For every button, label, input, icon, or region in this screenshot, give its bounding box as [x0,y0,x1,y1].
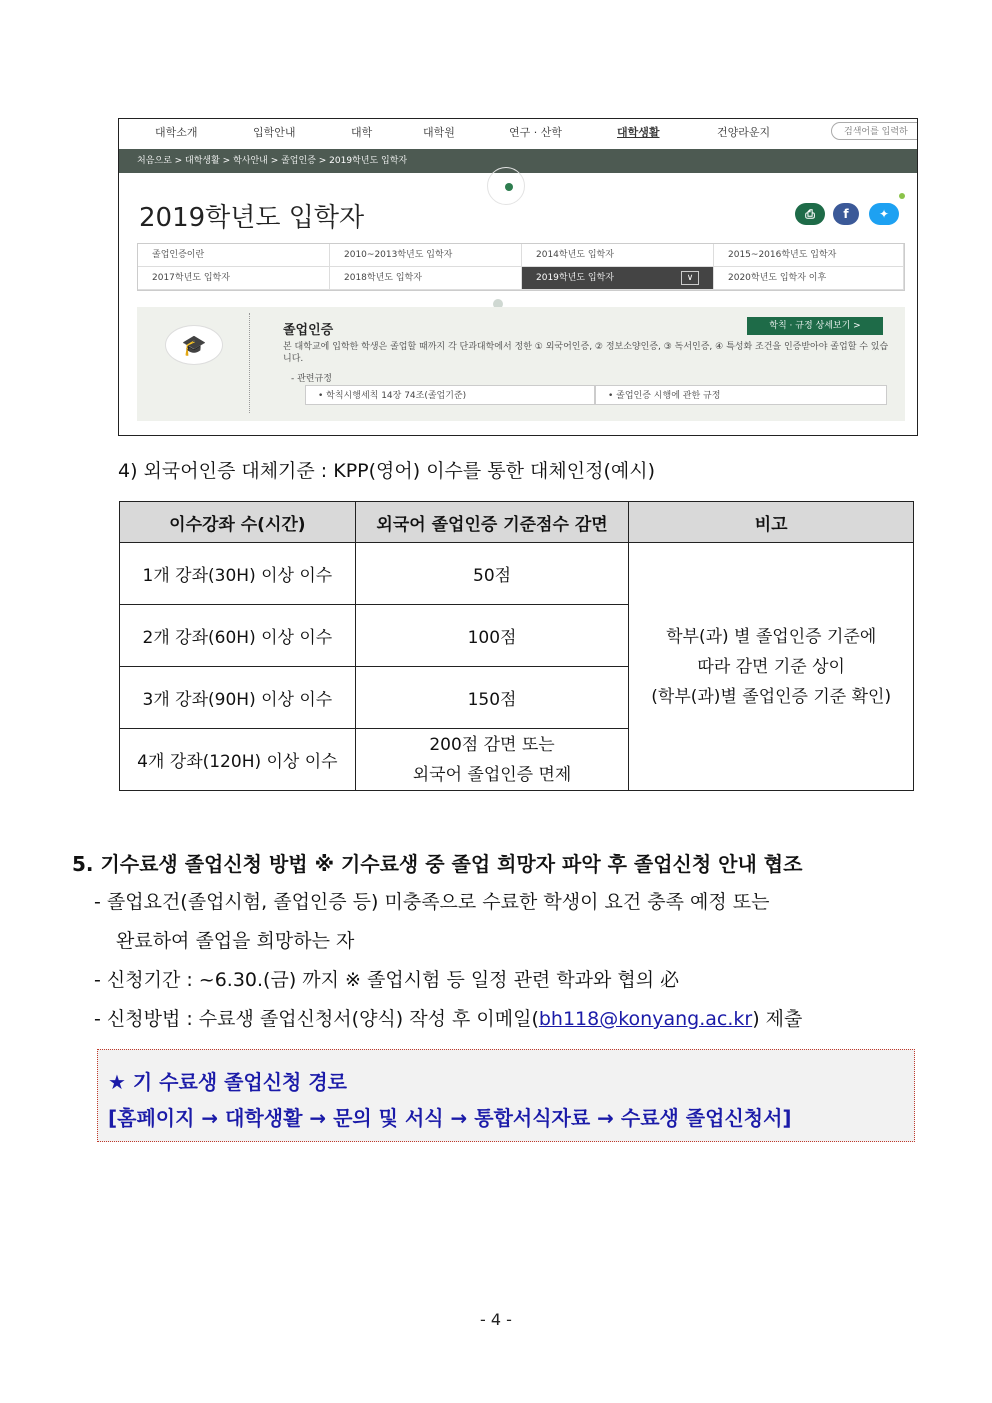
note-line: 따라 감면 기준 상이 [697,656,845,677]
section5-heading: 5. 기수료생 졸업신청 방법 ※ 기수료생 중 졸업 희망자 파악 후 졸업신청 안내 협조 [72,852,803,876]
table-header: 외국어 졸업인증 기준점수 감면 [355,502,629,543]
page-number: - 4 - [480,1310,512,1329]
website-screenshot [118,118,918,436]
table-cell-course: 2개 강좌(60H) 이상 이수 [120,605,356,667]
search-input[interactable]: 검색어를 입력하 [831,122,918,140]
tab-2010-2013[interactable]: 2010~2013학년도 입학자 [330,244,522,267]
note-line: 학부(과) 별 졸업인증 기준에 [666,626,877,647]
table-cell-reduction: 50점 [355,543,629,605]
tab-2014[interactable]: 2014학년도 입학자 [522,244,714,267]
page-title: 2019학년도 입학자 [139,203,365,233]
related-rules-label: - 관련규정 [291,374,332,384]
table-cell-reduction: 100점 [355,605,629,667]
table-cell-note [629,543,914,791]
tab-2019[interactable] [522,267,714,290]
nav-item-lounge[interactable]: 건양라운지 [717,126,771,139]
callout-title: ★ 기 수료생 졸업신청 경로 [108,1070,347,1094]
regulation-link-1[interactable]: • 학칙시행세칙 14장 74조(졸업기준) [305,385,595,405]
table-row [120,543,914,605]
info-title: 졸업인증 [283,323,334,338]
print-icon[interactable]: ⎙ [795,203,825,225]
table-header-row [120,502,914,543]
tab-about[interactable]: 졸업인증이란 [138,244,330,267]
decorative-dot [899,193,905,199]
decorative-circle [487,167,525,205]
bullet-requirements-cont: 완료하여 졸업을 희망하는 자 [116,930,355,952]
email-link[interactable]: bh118@konyang.ac.kr [538,1008,753,1030]
table-cell-course: 1개 강좌(30H) 이상 이수 [120,543,356,605]
callout-path: [홈페이지 → 대학생활 → 문의 및 서식 → 통합서식자료 → 수료생 졸업신청서] [108,1106,792,1130]
bullet-requirements: - 졸업요건(졸업시험, 졸업인증 등) 미충족으로 수료한 학생이 요건 충족 예정 또는 [94,891,770,913]
bullet-period: - 신청기간 : ~6.30.(금) 까지 ※ 졸업시험 등 일정 관련 학과와 협의 必 [94,969,680,991]
note-line: (학부(과)별 졸업인증 기준 확인) [651,686,892,707]
breadcrumb-text: 처음으로 > 대학생활 > 학사안내 > 졸업인증 > 2019학년도 입학자 [137,156,408,166]
table-cell-reduction: 150점 [355,667,629,729]
nav-item-about[interactable]: 대학소개 [155,126,198,139]
section4-heading: 4) 외국어인증 대체기준 : KPP(영어) 이수를 통한 대체인정(예시) [118,460,655,482]
tab-2020-after[interactable]: 2020학년도 입학자 이후 [714,267,904,290]
regulation-link-2[interactable]: • 졸업인증 시행에 관한 규정 [595,385,887,405]
graduation-cap-icon: 🎓 [165,325,223,365]
tab-2018[interactable]: 2018학년도 입학자 [330,267,522,290]
tab-2017[interactable]: 2017학년도 입학자 [138,267,330,290]
info-body: 본 대학교에 입학한 학생은 졸업할 때까지 각 단과대학에서 정한 ① 외국어인증, ② 정보소양인증, ③ 독서인증, ④ 특성화 조건을 인증받아야 졸업할 수 있습니다. [283,342,889,364]
facebook-icon[interactable]: f [833,203,859,225]
graduation-info-box [137,307,905,421]
application-path-callout [97,1049,915,1142]
tab-2015-2016[interactable]: 2015~2016학년도 입학자 [714,244,904,267]
nav-item-research[interactable]: 연구 · 산학 [509,126,562,139]
top-navigation [119,119,917,149]
bullet-method [94,1004,802,1031]
table-header: 이수강좌 수(시간) [120,502,356,543]
admission-year-tabs [137,243,905,291]
table-cell-reduction [355,729,629,791]
reduction-line: 외국어 졸업인증 면제 [412,764,572,785]
page-content [119,173,917,436]
divider [249,313,250,413]
tab-2019-label: 2019학년도 입학자 [536,273,614,283]
table-header: 비고 [629,502,914,543]
method-text: - 신청방법 : 수료생 졸업신청서(양식) 작성 후 이메일( [94,1008,539,1030]
kpp-replacement-table [119,501,914,791]
regulations-detail-button[interactable]: 학칙 · 규정 상세보기 > [747,317,883,335]
chevron-down-icon[interactable]: ∨ [681,271,699,285]
method-text-end: ) 제출 [752,1008,803,1030]
table-cell-course: 4개 강좌(120H) 이상 이수 [120,729,356,791]
breadcrumb [119,149,917,173]
twitter-icon[interactable]: ✦ [869,203,899,225]
nav-item-college[interactable]: 대학 [351,126,373,139]
reduction-line: 200점 감면 또는 [429,734,555,755]
nav-item-admission[interactable]: 입학안내 [253,126,296,139]
table-cell-course: 3개 강좌(90H) 이상 이수 [120,667,356,729]
nav-item-campus-life[interactable]: 대학생활 [617,126,660,139]
nav-item-graduate-school[interactable]: 대학원 [423,126,455,139]
